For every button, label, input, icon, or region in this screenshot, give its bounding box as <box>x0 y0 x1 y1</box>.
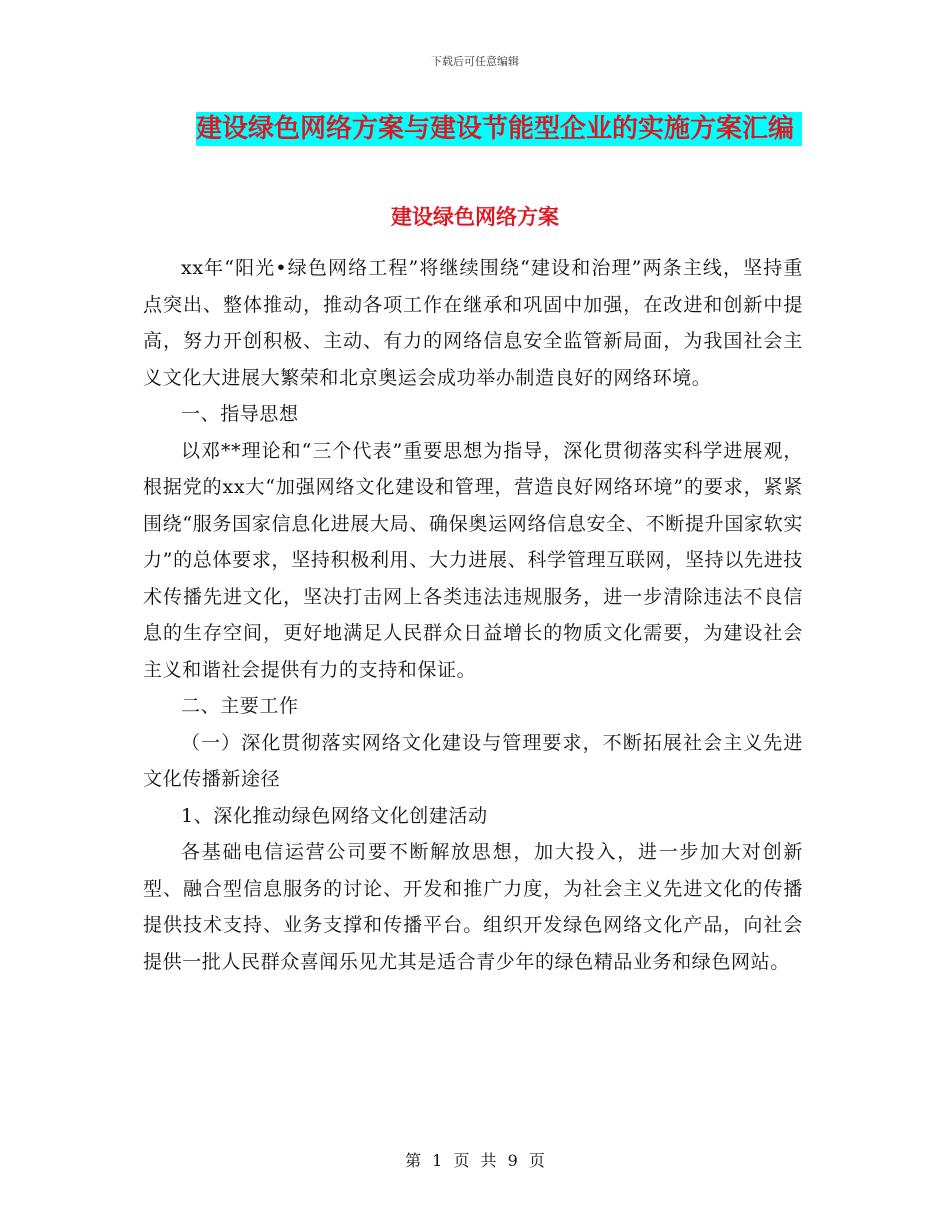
document-title: 建设绿色网络方案与建设节能型企业的实施方案汇编 <box>196 112 802 146</box>
page-footer: 第 1 页 共 9 页 <box>405 1151 545 1170</box>
item-1-1-paragraph: 各基础电信运营公司要不断解放思想，加大投入，进一步加大对创新型、融合型信息服务的讨论、开发和推广力度，为社会主义先进文化的传播提供技术支持、业务支撑和传播平台。组织开发绿色网络文化产品，向社会提供一批人民群众喜闻乐见尤其是适合青少年的绿色精品业务和绿色网站。 <box>143 841 803 973</box>
subheading-item-1-1: 1、深化推动绿色网络文化创建活动 <box>181 804 488 827</box>
guiding-ideology-paragraph: 以邓**理论和“三个代表”重要思想为指导，深化贯彻落实科学进展观，根据党的xx大“加强网络文化建设和管理，营造良好网络环境”的要求，紧紧围绕“服务国家信息化进展大局、确保奥运网络信息安全、不断提升国家软实力”的总体要求，坚持积极利用、大力进展、科学管理互联网，坚持以先进技术传播先进文化，坚决打击网上各类违法违规服务，进一步清除违法不良信息的生存空间，更好地满足人民群众日益增长的物质文化需要，为建设社会主义和谐社会提供有力的支持和保证。 <box>143 439 803 681</box>
intro-paragraph: xx年“阳光•绿色网络工程”将继续围绕“建设和治理”两条主线，坚持重点突出、整体推动，推动各项工作在继承和巩固中加强，在改进和创新中提高，努力开创积极、主动、有力的网络信息安全监管新局面，为我国社会主义文化大进展大繁荣和北京奥运会成功举办制造良好的网络环境。 <box>143 257 803 389</box>
document-body <box>143 250 803 980</box>
section-title: 建设绿色网络方案 <box>391 204 559 229</box>
heading-guiding-ideology: 一、指导思想 <box>181 403 299 425</box>
heading-main-work: 二、主要工作 <box>181 695 299 717</box>
subheading-item-1: （一）深化贯彻落实网络文化建设与管理要求，不断拓展社会主义先进文化传播新途径 <box>143 731 803 790</box>
header-note: 下载后可任意编辑 <box>431 55 519 68</box>
